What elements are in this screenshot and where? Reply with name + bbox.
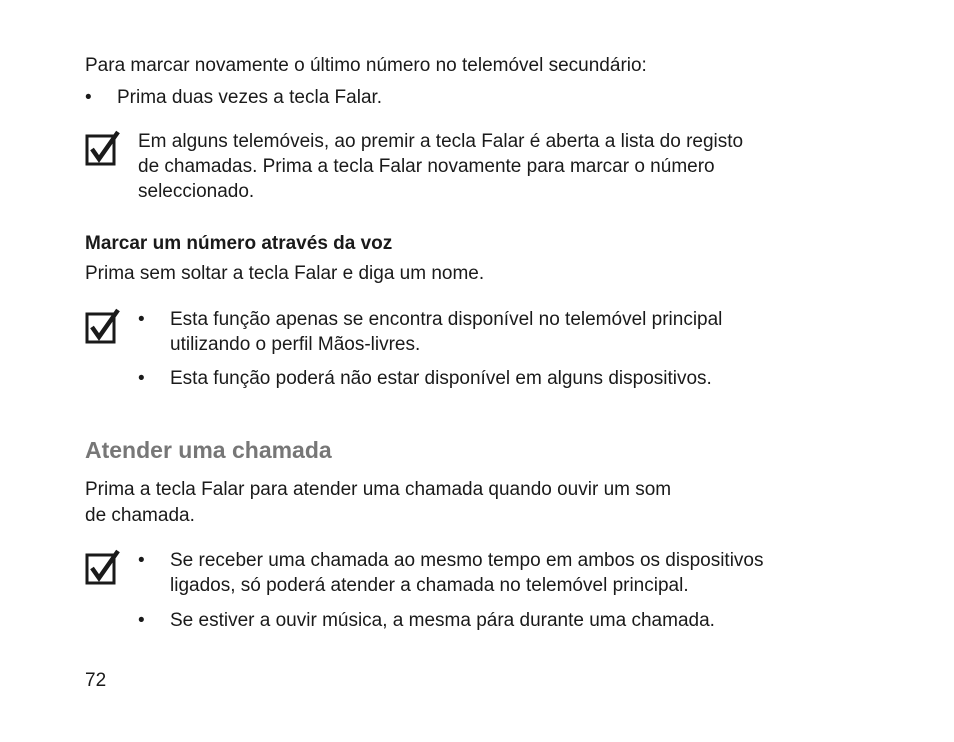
- note3-bullet1-line2: ligados, só poderá atender a chamada no telemóvel principal.: [170, 575, 689, 596]
- note3-bullet1-line1: Se receber uma chamada ao mesmo tempo em ambos os dispositivos: [170, 550, 764, 571]
- note2-bullet1-line1: Esta função apenas se encontra disponível no telemóvel principal: [170, 309, 723, 330]
- bullet-marker: •: [138, 309, 145, 330]
- checkbox-check-icon: [85, 130, 121, 166]
- checkbox-check-icon: [85, 308, 121, 344]
- answer-call-body-line2: de chamada.: [85, 505, 195, 526]
- note1-line2: de chamadas. Prima a tecla Falar novamente para marcar o número: [138, 156, 715, 177]
- answer-call-body-line1: Prima a tecla Falar para atender uma chamada quando ouvir um som: [85, 479, 672, 500]
- answer-call-heading: Atender uma chamada: [85, 437, 332, 463]
- checkbox-check-icon: [85, 549, 121, 585]
- note1-line3: seleccionado.: [138, 181, 255, 202]
- voice-dial-heading: Marcar um número através da voz: [85, 233, 393, 254]
- voice-dial-body: Prima sem soltar a tecla Falar e diga um nome.: [85, 263, 485, 284]
- redial-bullet: Prima duas vezes a tecla Falar.: [117, 87, 383, 108]
- note2-bullet1-line2: utilizando o perfil Mãos-livres.: [170, 334, 421, 355]
- bullet-marker: •: [138, 368, 145, 389]
- bullet-marker: •: [138, 610, 145, 631]
- redial-intro: Para marcar novamente o último número no telemóvel secundário:: [85, 55, 647, 76]
- page-number: 72: [85, 670, 107, 691]
- note1-line1: Em alguns telemóveis, ao premir a tecla Falar é aberta a lista do registo: [138, 131, 744, 152]
- note3-bullet2: Se estiver a ouvir música, a mesma pára durante uma chamada.: [170, 610, 715, 631]
- bullet-marker: •: [85, 87, 92, 108]
- bullet-marker: •: [138, 550, 145, 571]
- note2-bullet2: Esta função poderá não estar disponível em alguns dispositivos.: [170, 368, 712, 389]
